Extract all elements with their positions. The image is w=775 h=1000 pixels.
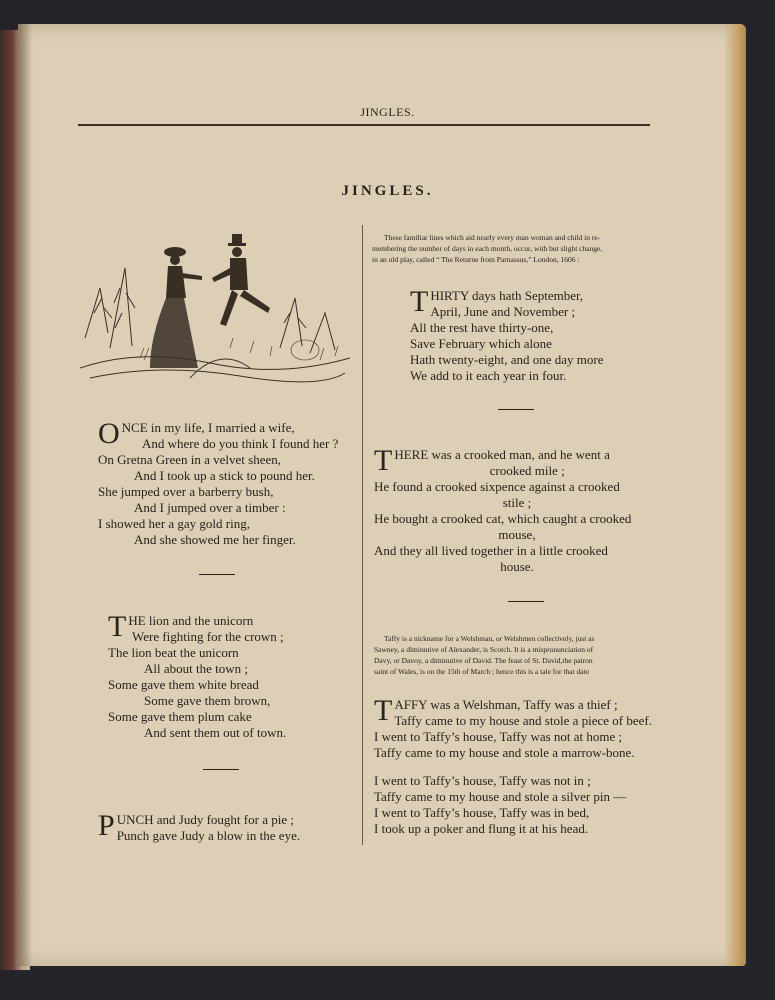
rhyme-line: He found a crooked sixpence against a crooked: [374, 479, 620, 494]
rhyme-line: Some gave them plum cake: [108, 709, 252, 724]
rhyme-line: Some gave them white bread: [108, 677, 259, 692]
note-line: Davy, or Davoy, a diminutive of David. The feast of St. David,the patron: [374, 656, 593, 665]
rhyme-line: Taffy came to my house and stole a silver pin —: [374, 789, 627, 804]
rhyme-line: He bought a crooked cat, which caught a crooked: [374, 511, 632, 526]
rhyme-line: Hath twenty-eight, and one day more: [410, 352, 604, 367]
drop-cap: O: [98, 417, 120, 450]
rhyme-line: Save February which alone: [410, 336, 552, 351]
drop-cap: T: [108, 610, 127, 643]
once-in-my-life-rhyme: [98, 417, 339, 548]
rhyme-line: All the rest have thirty-one,: [410, 320, 554, 335]
rhyme-line: And I took up a stick to pound her.: [134, 468, 315, 483]
rhyme-line: On Gretna Green in a velvet sheen,: [98, 452, 282, 467]
rhyme-line: And where do you think I found her ?: [142, 436, 339, 451]
days-footnote: [372, 232, 662, 265]
section-separator: [498, 409, 534, 410]
page-title: JINGLES.: [341, 183, 434, 199]
rhyme-line: mouse,: [498, 527, 536, 542]
note-line: in an old play, called “ The Returne from Parnassus,” London, 1606 :: [372, 255, 580, 264]
rhyme-line: And sent them out of town.: [144, 725, 287, 740]
rhyme-line: Some gave them brown,: [144, 693, 271, 708]
taffy-footnote: [374, 633, 664, 677]
rhyme-line: I went to Taffy’s house, Taffy was in bed,: [374, 805, 590, 820]
drop-cap: T: [410, 285, 429, 318]
note-line: These familiar lines which aid nearly every man woman and child in re-: [384, 233, 601, 242]
rhyme-line: HE lion and the unicorn: [128, 613, 254, 628]
section-separator: [508, 601, 544, 602]
rhyme-line: We add to it each year in four.: [410, 368, 567, 383]
drop-cap: T: [374, 694, 393, 727]
rhyme-line: And I jumped over a timber :: [134, 500, 286, 515]
rhyme-line: house.: [500, 559, 534, 574]
rhyme-line: I went to Taffy’s house, Taffy was not in ;: [374, 773, 591, 788]
rhyme-line: Taffy came to my house and stole a marrow-bone.: [374, 745, 635, 760]
column-divider: [362, 225, 363, 845]
couple-engraving-illustration: [80, 228, 350, 388]
gutter-shadow: [18, 24, 32, 966]
note-line: Taffy is a nickname for a Welshman, or Welshmen collectively, just as: [384, 634, 595, 643]
rhyme-line: And they all lived together in a little crooked: [374, 543, 608, 558]
rhyme-line: NCE in my life, I married a wife,: [121, 420, 295, 435]
note-line: Sawney, a diminutive of Alexander, is Scotch. It is a mispronunciation of: [374, 645, 594, 654]
rhyme-line: HERE was a crooked man, and he went a: [394, 447, 610, 462]
rhyme-line: crooked mile ;: [489, 463, 565, 478]
crooked-man-rhyme: [374, 444, 660, 575]
rhyme-line: AFFY was a Welshman, Taffy was a thief ;: [394, 697, 618, 712]
drop-cap: P: [98, 809, 115, 842]
rhyme-line: HIRTY days hath September,: [430, 288, 584, 303]
rhyme-line: I took up a poker and flung it at his head.: [374, 821, 589, 836]
rhyme-line: April, June and November ;: [430, 304, 576, 319]
lion-unicorn-rhyme: [108, 610, 287, 741]
running-header: JINGLES.: [360, 105, 415, 119]
thirty-days-rhyme: [410, 285, 604, 384]
rhyme-line: The lion beat the unicorn: [108, 645, 239, 660]
note-line: saint of Wales, is on the 15th of March ; hence this is a tale for that date: [374, 667, 590, 676]
header-rule: [78, 124, 650, 126]
rhyme-line: I went to Taffy’s house, Taffy was not at home ;: [374, 729, 623, 744]
rhyme-line: Taffy came to my house and stole a piece of beef.: [394, 713, 652, 728]
rhyme-line: Were fighting for the crown ;: [132, 629, 284, 644]
rhyme-line: UNCH and Judy fought for a pie ;: [116, 812, 294, 827]
rhyme-line: I showed her a gay gold ring,: [98, 516, 250, 531]
note-line: membering the number of days in each month, occur, with but slight change,: [372, 244, 603, 253]
page-edge: [724, 24, 746, 966]
section-separator: [199, 574, 235, 575]
rhyme-line: She jumped over a barberry bush,: [98, 484, 274, 499]
drop-cap: T: [374, 444, 393, 477]
rhyme-line: stile ;: [502, 495, 532, 510]
rhyme-line: All about the town ;: [144, 661, 248, 676]
punch-judy-rhyme: [98, 809, 301, 844]
taffy-rhyme: [374, 694, 652, 837]
rhyme-line: And she showed me her finger.: [134, 532, 296, 547]
section-separator: [203, 769, 239, 770]
rhyme-line: Punch gave Judy a blow in the eye.: [116, 828, 301, 843]
